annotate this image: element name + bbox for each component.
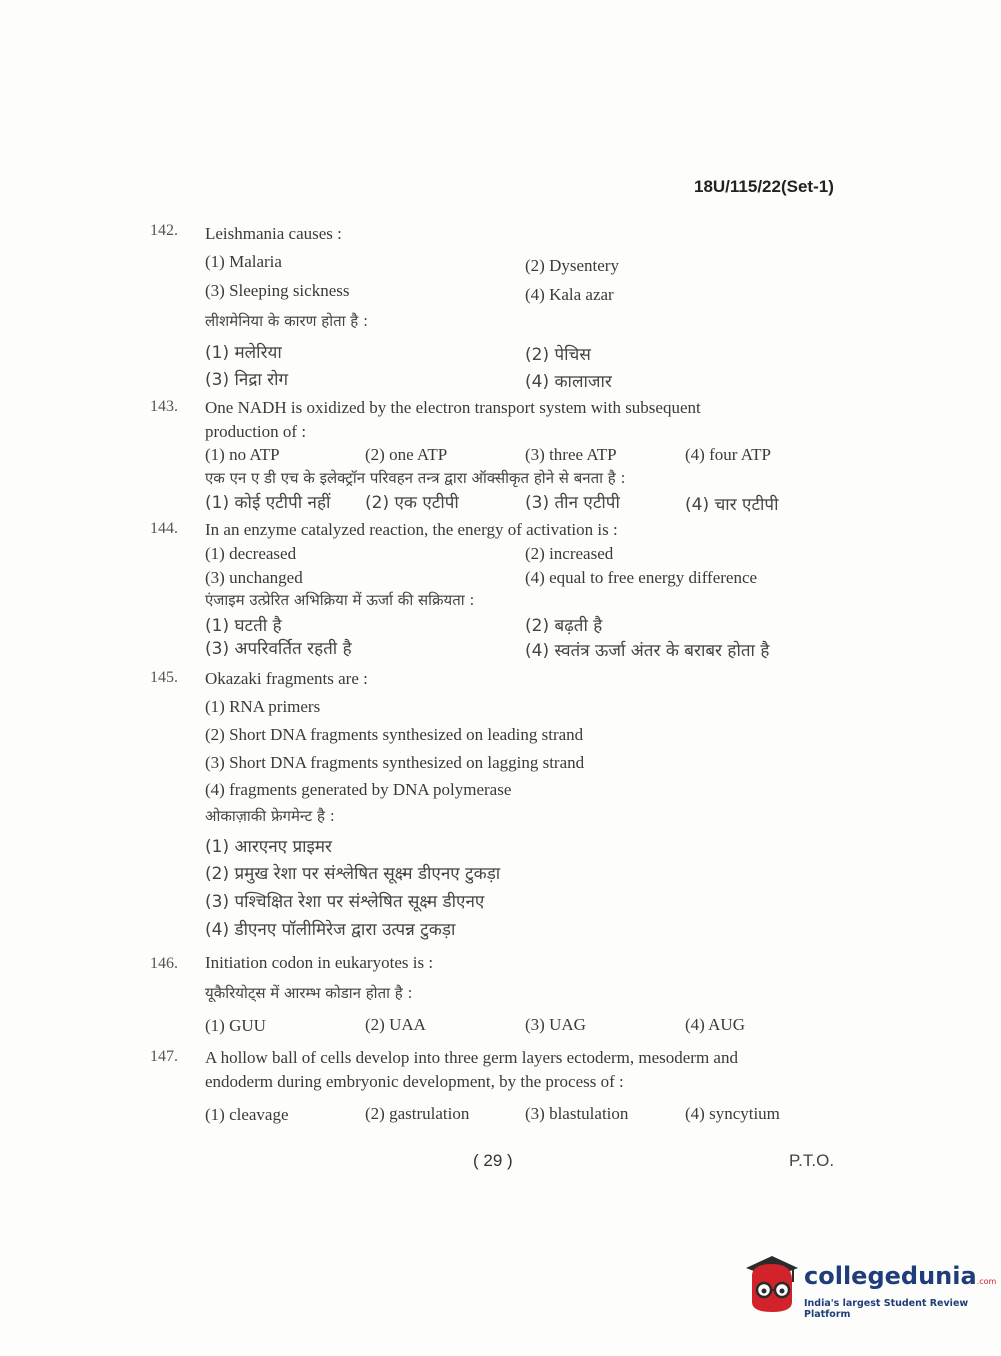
- option-hindi: (3) तीन एटीपी: [525, 493, 620, 513]
- logo-name: collegedunia.com: [804, 1262, 997, 1290]
- option-hindi: (3) पश्चिक्षित रेशा पर संश्लेषित सूक्ष्म डीएनए: [205, 892, 485, 912]
- option: (3) three ATP: [525, 445, 617, 464]
- option: (3) blastulation: [525, 1104, 629, 1123]
- question-number: 147.: [150, 1048, 178, 1065]
- option: (2) Dysentery: [525, 256, 619, 275]
- question-stem: Okazaki fragments are :: [205, 669, 368, 688]
- option-hindi: (3) अपरिवर्तित रहती है: [205, 639, 352, 659]
- option-hindi: (1) घटती है: [205, 616, 282, 636]
- paper-code: 18U/115/22(Set-1): [694, 177, 834, 196]
- option: (3) Sleeping sickness: [205, 281, 350, 300]
- question-stem: endoderm during embryonic development, by the process of :: [205, 1072, 624, 1091]
- option-hindi: (4) कालाजार: [525, 372, 612, 392]
- option-hindi: (3) निद्रा रोग: [205, 370, 289, 390]
- option: (4) four ATP: [685, 445, 771, 464]
- option: (1) cleavage: [205, 1105, 289, 1124]
- option-hindi: (2) प्रमुख रेशा पर संश्लेषित सूक्ष्म डीएनए टुकड़ा: [205, 864, 501, 884]
- option-hindi: (4) स्वतंत्र ऊर्जा अंतर के बराबर होता है: [525, 641, 770, 661]
- option-hindi: (4) चार एटीपी: [685, 495, 779, 515]
- option-hindi: (2) पेचिस: [525, 345, 591, 365]
- question-stem: In an enzyme catalyzed reaction, the energy of activation is :: [205, 520, 618, 539]
- question-stem-hindi: एंजाइम उत्प्रेरित अभिक्रिया में ऊर्जा की सक्रियता :: [205, 591, 475, 609]
- mascot-icon: [742, 1250, 800, 1316]
- collegedunia-logo[interactable]: [742, 1250, 997, 1320]
- option: (4) AUG: [685, 1015, 745, 1034]
- option: (1) Malaria: [205, 252, 282, 271]
- option: (2) one ATP: [365, 445, 448, 464]
- question-number: 145.: [150, 669, 178, 686]
- option: (1) no ATP: [205, 445, 280, 464]
- question-stem: One NADH is oxidized by the electron transport system with subsequent: [205, 398, 701, 417]
- page-number: ( 29 ): [473, 1151, 513, 1170]
- option-hindi: (2) एक एटीपी: [365, 493, 459, 513]
- question-stem: production of :: [205, 422, 307, 441]
- option: (2) Short DNA fragments synthesized on leading strand: [205, 725, 584, 744]
- question-stem-hindi: ओकाज़ाकी फ्रेगमेन्ट है :: [205, 807, 335, 825]
- option: (4) syncytium: [685, 1104, 780, 1123]
- option: (2) gastrulation: [365, 1104, 470, 1123]
- option: (3) Short DNA fragments synthesized on lagging strand: [205, 753, 585, 772]
- question-stem-hindi: लीशमेनिया के कारण होता है :: [205, 312, 369, 330]
- question-number: 143.: [150, 398, 178, 415]
- option: (1) decreased: [205, 544, 297, 563]
- option: (2) UAA: [365, 1015, 426, 1034]
- option-hindi: (1) मलेरिया: [205, 343, 282, 363]
- question-number: 146.: [150, 955, 178, 972]
- option: (2) increased: [525, 544, 614, 563]
- question-stem: Initiation codon in eukaryotes is :: [205, 953, 434, 972]
- pto-label: P.T.O.: [789, 1151, 835, 1170]
- option: (3) unchanged: [205, 568, 303, 587]
- question-stem: Leishmania causes :: [205, 224, 342, 243]
- option: (1) RNA primers: [205, 697, 321, 716]
- option: (4) fragments generated by DNA polymerase: [205, 780, 512, 799]
- question-number: 144.: [150, 520, 178, 537]
- option-hindi: (2) बढ़ती है: [525, 616, 603, 636]
- logo-tagline: India's largest Student Review Platform: [804, 1298, 969, 1320]
- option: (1) GUU: [205, 1016, 266, 1035]
- option: (4) equal to free energy difference: [525, 568, 758, 587]
- option-hindi: (1) कोई एटीपी नहीं: [205, 493, 331, 513]
- option-hindi: (4) डीएनए पॉलीमिरेज द्वारा उत्पन्न टुकड़ा: [205, 920, 456, 940]
- question-stem: A hollow ball of cells develop into three germ layers ectoderm, mesoderm and: [205, 1048, 738, 1067]
- question-stem-hindi: एक एन ए डी एच के इलेक्ट्रॉन परिवहन तन्त्र द्वारा ऑक्सीकृत होने से बनता है :: [205, 469, 626, 487]
- question-number: 142.: [150, 222, 178, 239]
- option: (4) Kala azar: [525, 285, 614, 304]
- option-hindi: (1) आरएनए प्राइमर: [205, 837, 332, 857]
- option: (3) UAG: [525, 1015, 586, 1034]
- question-stem-hindi: यूकैरियोट्स में आरम्भ कोडान होता है :: [205, 984, 413, 1002]
